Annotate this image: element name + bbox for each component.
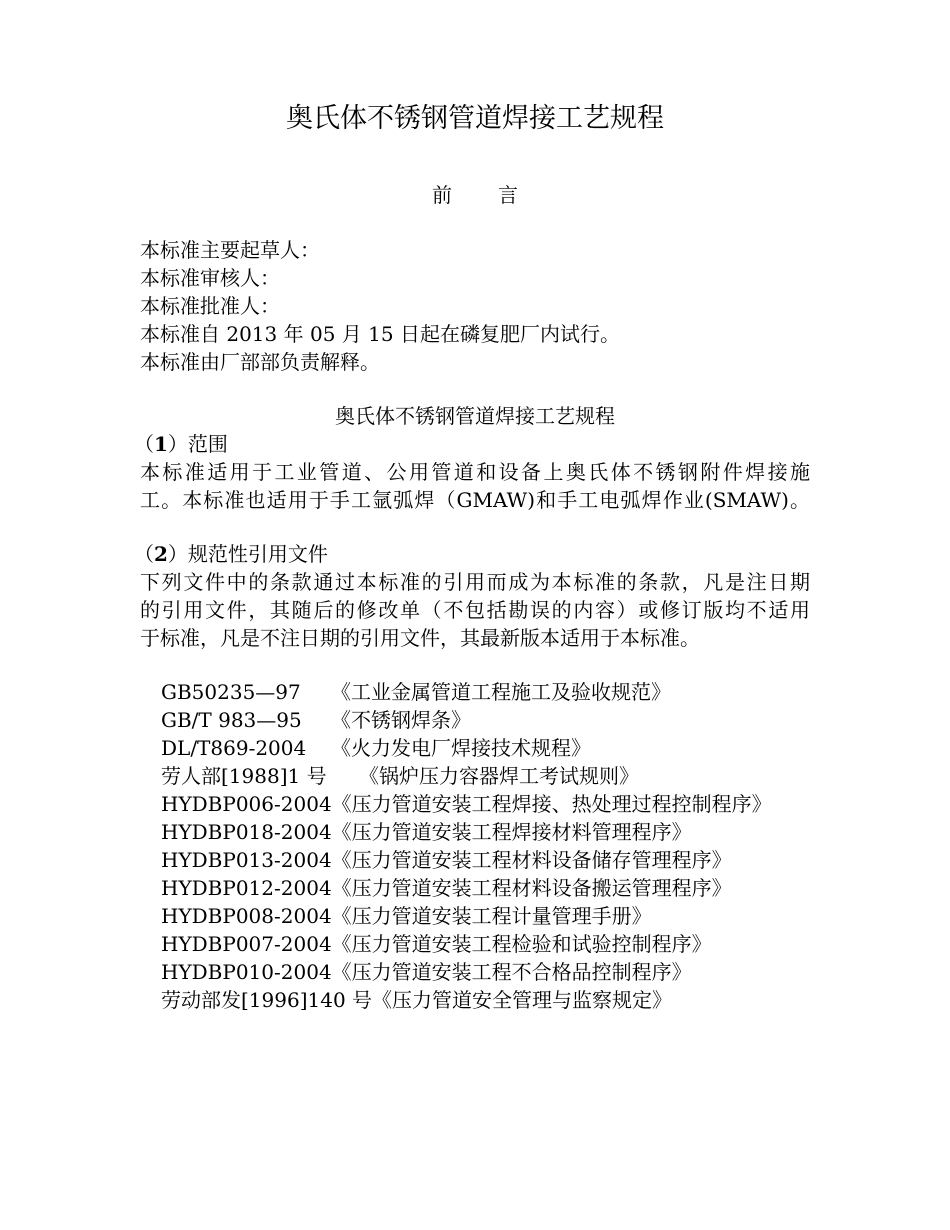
reference-name: 《火力发电厂焊接技术规程》 [331, 736, 591, 760]
reference-code: 劳动部发[1996]140 号 [161, 988, 373, 1012]
section-2-paragraph-line: 于标准，凡是不注日期的引用文件，其最新版本适用于本标准。 [140, 626, 700, 650]
reference-item [161, 762, 639, 790]
preface-line-interpretation: 本标准由厂部部负责解释。 [140, 350, 380, 374]
reference-item [161, 958, 692, 986]
preface-line-approver: 本标准批准人： [140, 294, 280, 318]
reference-code: HYDBP018-2004 [161, 820, 332, 844]
section-1-label: 范围 [187, 432, 228, 456]
section-1-number: 1 [154, 432, 168, 456]
preface-heading-left: 前 [432, 183, 452, 207]
section-1-paragraph-line: 本标准适用于工业管道、公用管道和设备上奥氏体不锈钢附件焊接施 [140, 460, 810, 484]
reference-code: HYDBP013-2004 [161, 848, 332, 872]
reference-item [161, 986, 672, 1014]
section-2-paragraph-line: 的引用文件，其随后的修改单（不包括勘误的内容）或修订版均不适用 [140, 598, 810, 622]
section-2-label: 规范性引用文件 [187, 542, 328, 566]
reference-name: 《压力管道安装工程材料设备搬运管理程序》 [331, 876, 732, 900]
reference-item [161, 678, 671, 706]
reference-name: 《压力管道安装工程不合格品控制程序》 [331, 960, 692, 984]
reference-code: DL/T869-2004 [161, 736, 307, 760]
reference-code: GB50235—97 [161, 680, 301, 704]
reference-item [161, 874, 732, 902]
reference-name: 《压力管道安装工程焊接、热处理过程控制程序》 [331, 792, 772, 816]
section-title: 奥氏体不锈钢管道焊接工艺规程 [335, 404, 615, 428]
reference-code: HYDBP006-2004 [161, 792, 332, 816]
section-2-number: 2 [154, 542, 168, 566]
reference-name: 《压力管道安全管理与监察规定》 [372, 988, 673, 1012]
preface-heading [0, 181, 950, 209]
reference-item [161, 930, 712, 958]
preface-line-reviewer: 本标准审核人： [140, 266, 280, 290]
reference-name: 《压力管道安装工程材料设备储存管理程序》 [331, 848, 732, 872]
reference-code: HYDBP008-2004 [161, 904, 332, 928]
section-1-heading: （1）范围 [134, 432, 228, 456]
reference-item [161, 846, 732, 874]
section-2-paragraph-line: 下列文件中的条款通过本标准的引用而成为本标准的条款，凡是注日期 [140, 570, 810, 594]
section-2-heading: （2）规范性引用文件 [134, 542, 328, 566]
reference-item [161, 790, 772, 818]
reference-item [161, 902, 652, 930]
reference-code: HYDBP012-2004 [161, 876, 332, 900]
reference-item [161, 818, 692, 846]
reference-item [161, 706, 471, 734]
preface-heading-right: 言 [498, 183, 518, 207]
reference-code: HYDBP007-2004 [161, 932, 332, 956]
document-title: 奥氏体不锈钢管道焊接工艺规程 [286, 103, 664, 134]
reference-item [161, 734, 591, 762]
section-1-paragraph-line: 工。本标准也适用于手工氩弧焊（GMAW)和手工电弧焊作业(SMAW)。 [140, 488, 810, 512]
reference-name: 《工业金属管道工程施工及验收规范》 [331, 680, 671, 704]
reference-name: 《压力管道安装工程检验和试验控制程序》 [331, 932, 712, 956]
reference-name: 《不锈钢焊条》 [331, 708, 471, 732]
reference-code: 劳人部[1988]1 号 [161, 764, 327, 788]
reference-name: 《锅炉压力容器焊工考试规则》 [359, 764, 639, 788]
reference-name: 《压力管道安装工程焊接材料管理程序》 [331, 820, 692, 844]
preface-line-trial-date: 本标准自 2013 年 05 月 15 日起在磷复肥厂内试行。 [140, 322, 620, 346]
reference-code: GB/T 983—95 [161, 708, 302, 732]
preface-line-drafter: 本标准主要起草人： [140, 238, 320, 262]
reference-code: HYDBP010-2004 [161, 960, 332, 984]
reference-name: 《压力管道安装工程计量管理手册》 [331, 904, 652, 928]
